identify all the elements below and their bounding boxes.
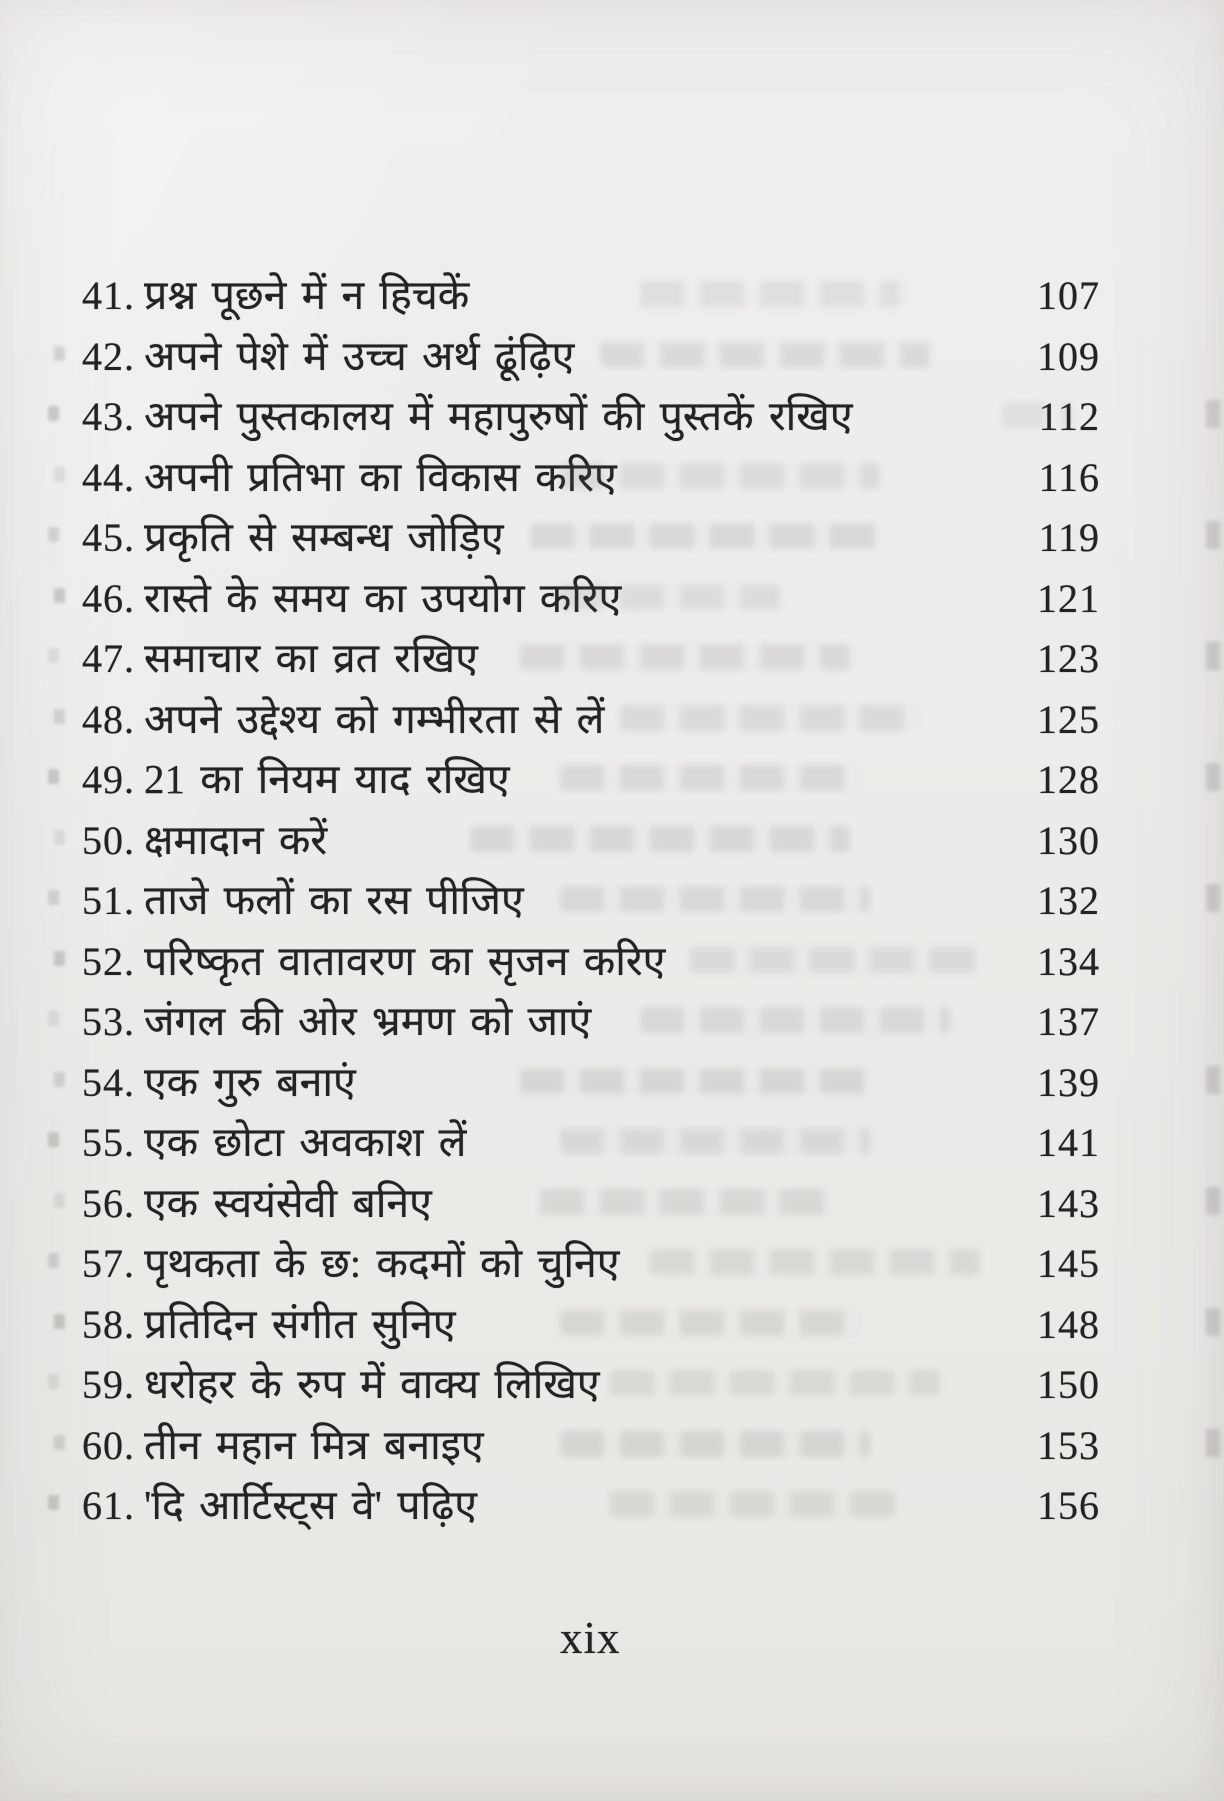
scan-artifact: [48, 1132, 59, 1147]
toc-list: [82, 265, 1100, 1536]
toc-entry-page: 109: [1037, 333, 1100, 379]
toc-entry-title: एक गुरु बनाएं: [144, 1058, 356, 1105]
toc-entry-page: 141: [1037, 1120, 1100, 1165]
scan-artifact: [48, 1374, 59, 1389]
toc-entry-number: 49.: [82, 757, 135, 802]
toc-entry-number: 53.: [82, 999, 135, 1044]
toc-entry: [82, 1052, 1100, 1113]
toc-entry-title: क्षमादान करें: [144, 816, 328, 863]
scan-artifact: [54, 1072, 65, 1087]
toc-entry: [82, 386, 1100, 447]
scan-artifact: [1206, 521, 1220, 549]
toc-entry: [82, 507, 1100, 568]
toc-entry: [82, 447, 1100, 508]
toc-entry-number: 61.: [82, 1483, 135, 1528]
toc-entry-page: 128: [1037, 757, 1100, 802]
toc-entry-page: 153: [1037, 1422, 1100, 1468]
scan-artifact: [1206, 1187, 1220, 1215]
toc-entry-title: अपने पुस्तकालय में महापुरुषों की पुस्तकें रखिए: [144, 393, 853, 439]
scan-artifact: [48, 406, 59, 421]
toc-entry-page: 125: [1037, 696, 1100, 742]
toc-entry-title: 21 का नियम याद रखिए: [144, 756, 510, 802]
toc-entry: [82, 326, 1100, 387]
toc-entry: [82, 628, 1100, 689]
toc-entry: [82, 749, 1100, 810]
scan-artifact: [54, 346, 65, 361]
scan-artifact: [54, 1193, 65, 1208]
toc-entry-title: एक छोटा अवकाश लें: [144, 1119, 467, 1165]
toc-entry-title: तीन महान मित्र बनाइए: [144, 1421, 484, 1468]
toc-entry-number: 45.: [82, 515, 135, 560]
toc-entry: [82, 1415, 1100, 1476]
toc-entry-page: 150: [1037, 1362, 1100, 1407]
toc-entry-number: 50.: [82, 817, 135, 863]
toc-entry: [82, 1475, 1100, 1536]
toc-entry-page: 107: [1037, 273, 1100, 318]
toc-entry-title: प्रश्न पूछने में न हिचकें: [144, 272, 470, 318]
toc-entry: [82, 991, 1100, 1052]
toc-entry-number: 48.: [82, 696, 135, 742]
toc-entry-title: एक स्वयंसेवी बनिए: [144, 1179, 432, 1226]
toc-entry: [82, 1294, 1100, 1355]
toc-entry-title: अपनी प्रतिभा का विकास करिए: [144, 453, 617, 500]
scan-artifact: [48, 1495, 59, 1510]
toc-entry-title: धरोहर के रुप में वाक्य लिखिए: [144, 1361, 600, 1407]
scan-artifact: [1206, 400, 1220, 428]
toc-entry: [82, 689, 1100, 750]
toc-entry-page: 112: [1038, 394, 1100, 439]
toc-entry-title: पृथकता के छ: कदमों को चुनिए: [144, 1240, 620, 1286]
toc-entry-number: 42.: [82, 333, 135, 379]
toc-entry: [82, 1354, 1100, 1415]
toc-entry-number: 46.: [82, 575, 135, 621]
scan-artifact: [1206, 1066, 1220, 1094]
scan-artifact: [48, 648, 59, 663]
scan-artifact: [54, 1435, 65, 1450]
toc-entry-title: अपने उद्देश्य को गम्भीरता से लें: [144, 695, 605, 742]
scan-artifact: [54, 467, 65, 482]
scan-artifact: [48, 1253, 59, 1268]
scan-artifact: [48, 1011, 59, 1026]
toc-entry-page: 137: [1037, 999, 1100, 1044]
toc-entry-number: 44.: [82, 454, 135, 500]
scan-artifact: [1206, 1429, 1220, 1457]
scan-artifact: [1206, 1308, 1220, 1336]
toc-entry: [82, 810, 1100, 871]
toc-entry-page: 134: [1037, 938, 1100, 984]
toc-entry-title: प्रतिदिन संगीत सुनिए: [144, 1300, 456, 1347]
page-number-roman: xix: [560, 1613, 621, 1663]
scan-artifact: [54, 1314, 65, 1329]
toc-entry-title: रास्ते के समय का उपयोग करिए: [144, 574, 622, 621]
scan-artifact: [54, 588, 65, 603]
toc-entry: [82, 265, 1100, 326]
toc-entry-page: 148: [1037, 1301, 1100, 1347]
scan-artifact: [54, 951, 65, 966]
toc-entry-number: 47.: [82, 636, 135, 681]
toc-entry-page: 132: [1037, 878, 1100, 923]
toc-entry-number: 52.: [82, 938, 135, 984]
toc-entry-number: 57.: [82, 1241, 135, 1286]
scan-artifact: [54, 830, 65, 845]
toc-entry-page: 121: [1037, 575, 1100, 621]
toc-entry-number: 51.: [82, 878, 135, 923]
toc-entry-number: 43.: [82, 394, 135, 439]
toc-entry-page: 139: [1037, 1059, 1100, 1105]
toc-entry-title: अपने पेशे में उच्च अर्थ ढूंढ़िए: [144, 332, 575, 379]
scan-artifact: [48, 769, 59, 784]
toc-entry-page: 156: [1037, 1483, 1100, 1528]
toc-entry-title: समाचार का व्रत रखिए: [144, 635, 478, 681]
toc-entry-page: 143: [1037, 1180, 1100, 1226]
toc-entry-page: 145: [1037, 1241, 1100, 1286]
toc-entry-page: 119: [1038, 515, 1100, 560]
toc-entry: [82, 931, 1100, 992]
toc-entry-number: 59.: [82, 1362, 135, 1407]
scan-artifact: [48, 527, 59, 542]
toc-entry: [82, 1173, 1100, 1234]
scan-artifact: [1206, 642, 1220, 670]
scan-artifact: [1206, 763, 1220, 791]
toc-entry-title: 'दि आर्टिस्ट्स वे' पढ़िए: [144, 1482, 477, 1528]
toc-entry-number: 55.: [82, 1120, 135, 1165]
toc-entry-number: 56.: [82, 1180, 135, 1226]
toc-entry: [82, 1233, 1100, 1294]
toc-entry: [82, 568, 1100, 629]
scan-artifact: [54, 709, 65, 724]
toc-entry-title: ताजे फलों का रस पीजिए: [144, 877, 524, 923]
toc-entry-number: 41.: [82, 273, 135, 318]
toc-entry-page: 130: [1037, 817, 1100, 863]
toc-entry-number: 58.: [82, 1301, 135, 1347]
toc-entry-page: 116: [1038, 454, 1100, 500]
toc-entry-title: जंगल की ओर भ्रमण को जाएं: [144, 998, 592, 1044]
toc-entry: [82, 1112, 1100, 1173]
toc-entry-title: प्रकृति से सम्बन्ध जोड़िए: [144, 514, 504, 560]
scan-artifact: [1206, 884, 1220, 912]
toc-entry-number: 60.: [82, 1422, 135, 1468]
toc-entry-title: परिष्कृत वातावरण का सृजन करिए: [144, 937, 666, 984]
scan-artifact: [48, 890, 59, 905]
toc-entry-number: 54.: [82, 1059, 135, 1105]
toc-entry: [82, 870, 1100, 931]
toc-entry-page: 123: [1037, 636, 1100, 681]
